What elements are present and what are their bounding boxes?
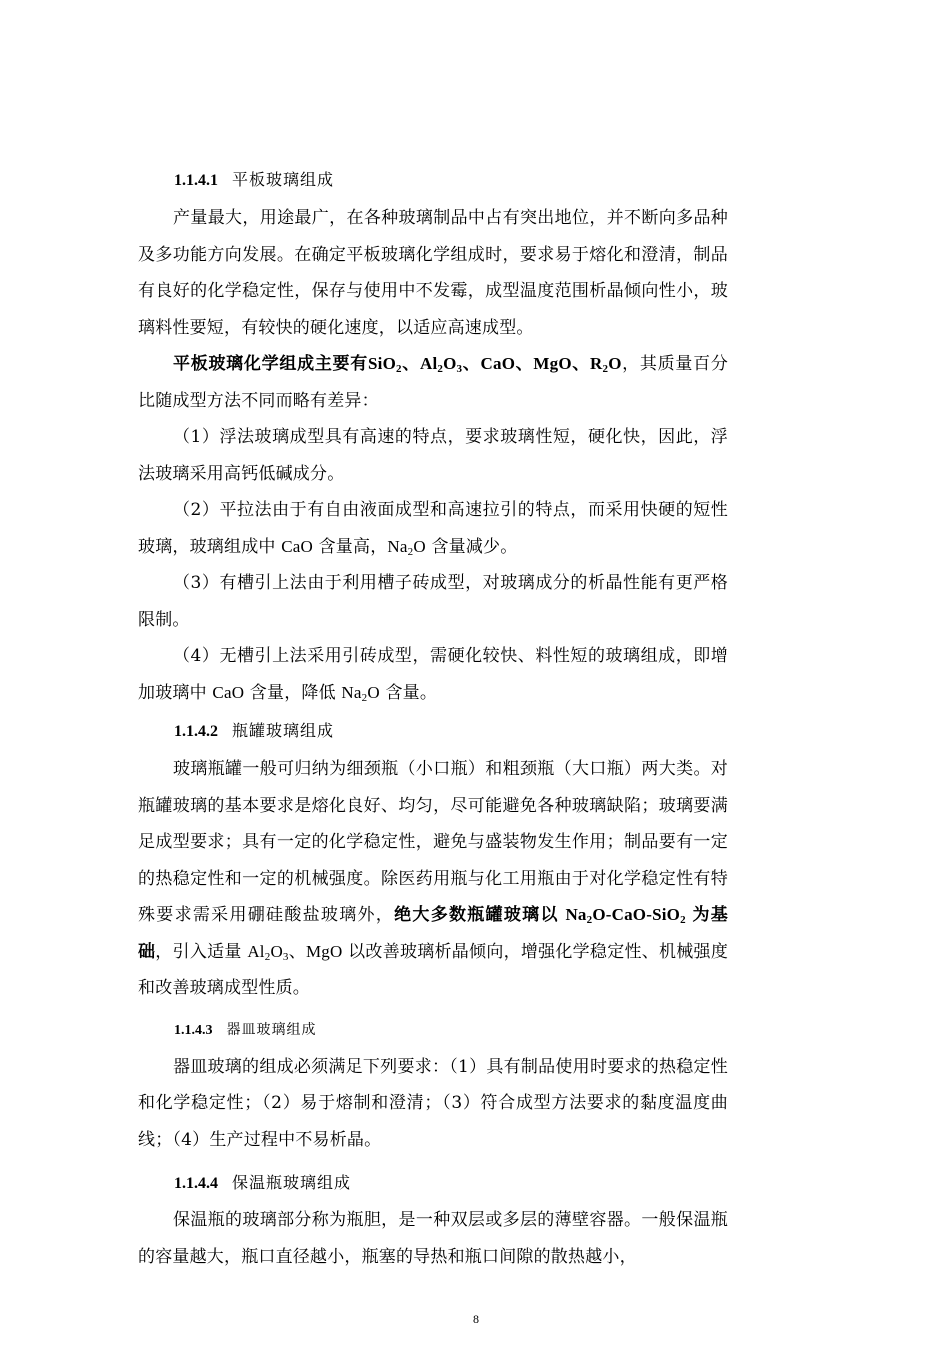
paragraph-composition: 平板玻璃化学组成主要有SiO$_2$、$Al_2O_3$、CaO、MgO、$R_2O$，其质量百分比随成型方法不同而略有差异： bbox=[138, 354, 729, 411]
list-item-1: （1）浮法玻璃成型具有高速的特点，要求玻璃性短，硬化快，因此，浮法玻璃采用高钙低碱成分。 bbox=[138, 427, 728, 484]
section-number: 1.1.4.3 bbox=[174, 1022, 213, 1038]
paragraph: 产量最大，用途最广，在各种玻璃制品中占有突出地位，并不断向多品种及多功能方向发展。在确定平板玻璃化学组成时，要求易于熔化和澄清，制品有良好的化学稳定性，保存与使用中不发霉，成型温度范围析晶倾向性小，玻璃料性要短，有较快的硬化速度，以适应高速成型。 bbox=[138, 208, 728, 338]
section-title: 器皿玻璃组成 bbox=[226, 1021, 317, 1038]
section-title: 平板玻璃组成 bbox=[232, 170, 335, 189]
section-heading-3 bbox=[138, 1007, 728, 1049]
list-item-2: （2）平拉法由于有自由液面成型和高速拉引的特点，而采用快硬的短性玻璃，玻璃组成中 CaO 含量高，$Na_2O$ 含量减少。 bbox=[138, 500, 728, 558]
document-page bbox=[138, 160, 728, 1275]
list-item-3: （3）有槽引上法由于利用槽子砖成型，对玻璃成分的析晶性能有更严格限制。 bbox=[138, 573, 728, 630]
section-number: 1.1.4.4 bbox=[174, 1175, 218, 1192]
paragraph: 器皿玻璃的组成必须满足下列要求：（1）具有制品使用时要求的热稳定性和化学稳定性；（2）易于熔制和澄清；（3）符合成型方法要求的黏度温度曲线；（4）生产过程中不易析晶。 bbox=[138, 1056, 728, 1150]
list-item-4: （4）无槽引上法采用引砖成型，需硬化较快、料性短的玻璃组成，即增加玻璃中 CaO 含量，降低 $Na_2O$ 含量。 bbox=[138, 646, 728, 704]
section-heading-2 bbox=[138, 711, 728, 751]
page-number: 8 bbox=[473, 1312, 479, 1326]
section-title: 保温瓶玻璃组成 bbox=[232, 1173, 352, 1192]
section-title: 瓶罐玻璃组成 bbox=[232, 721, 335, 740]
paragraph: 保温瓶的玻璃部分称为瓶胆，是一种双层或多层的薄壁容器。一般保温瓶的容量越大，瓶口直径越小，瓶塞的导热和瓶口间隙的散热越小， bbox=[138, 1210, 728, 1267]
section-heading-1 bbox=[138, 160, 728, 200]
section-number: 1.1.4.2 bbox=[174, 723, 218, 740]
section-heading-4 bbox=[138, 1158, 728, 1202]
section-number: 1.1.4.1 bbox=[174, 172, 218, 189]
paragraph-bottle-glass: 玻璃瓶罐一般可归纳为细颈瓶（小口瓶）和粗颈瓶（大口瓶）两大类。对瓶罐玻璃的基本要求是熔化良好、均匀，尽可能避免各种玻璃缺陷；玻璃要满足成型要求；具有一定的化学稳定性，避免与盛装物发生作用；制品要有一定的热稳定性和一定的机械强度。除医药用瓶与化工用瓶由于对化学稳定性有特殊要求需采用硼硅酸盐玻璃外，绝大多数瓶罐玻璃以 $Na_2O-CaO-SiO_2$ 为基础，引入适量 $Al_2O_3$、MgO 以改善玻璃析晶倾向，增强化学稳定性、机械强度和改善玻璃成型性质。 bbox=[138, 759, 729, 998]
